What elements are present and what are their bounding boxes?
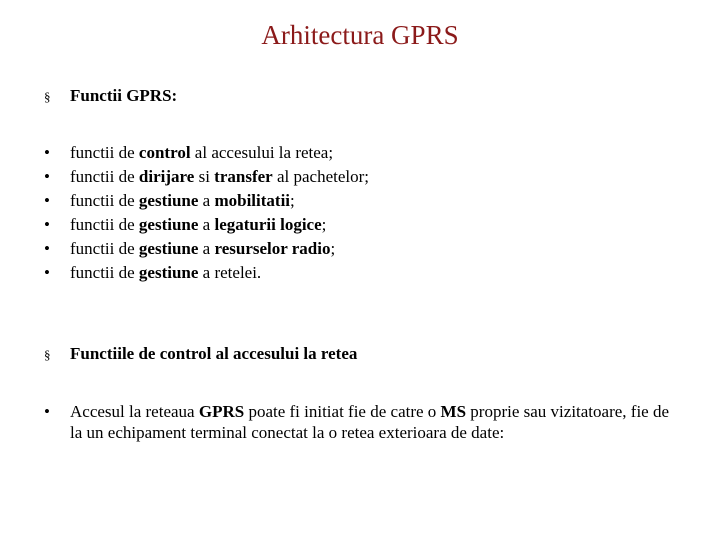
section-marker: §	[44, 347, 51, 362]
section-heading-control-acces	[44, 344, 357, 364]
slide-title: Arhitectura GPRS	[261, 20, 459, 50]
bullet: •	[44, 263, 50, 282]
list-item	[44, 213, 369, 237]
list-item	[44, 141, 369, 165]
access-paragraph	[44, 401, 684, 443]
section-heading-text: Functii GPRS:	[70, 86, 178, 105]
list-item	[44, 189, 369, 213]
bullet: •	[44, 215, 50, 234]
bullet: •	[44, 191, 50, 210]
section-heading-text: Functiile de control al accesului la retea	[70, 344, 358, 363]
bullet: •	[44, 402, 50, 421]
list-item-text: functii de gestiune a resurselor radio;	[70, 239, 336, 258]
list-item	[44, 165, 369, 189]
list-item-text: functii de gestiune a legaturii logice;	[70, 215, 327, 234]
list-item-text: functii de gestiune a mobilitatii;	[70, 191, 295, 210]
list-item	[44, 261, 369, 285]
list-item-text: functii de control al accesului la retea;	[70, 143, 334, 162]
section-marker: §	[44, 89, 51, 104]
bullet: •	[44, 167, 50, 186]
access-paragraph-text: Accesul la reteaua GPRS poate fi initiat fie de catre o MS proprie sau vizitatoare, fie de la un echipament terminal conectat la o retea exterioara de date:	[70, 402, 670, 442]
functions-list	[44, 141, 369, 285]
list-item	[44, 237, 369, 261]
bullet: •	[44, 239, 50, 258]
section-heading-functii	[44, 86, 177, 106]
bullet: •	[44, 143, 50, 162]
list-item-text: functii de dirijare si transfer al pachetelor;	[70, 167, 369, 186]
list-item-text: functii de gestiune a retelei.	[70, 263, 262, 282]
